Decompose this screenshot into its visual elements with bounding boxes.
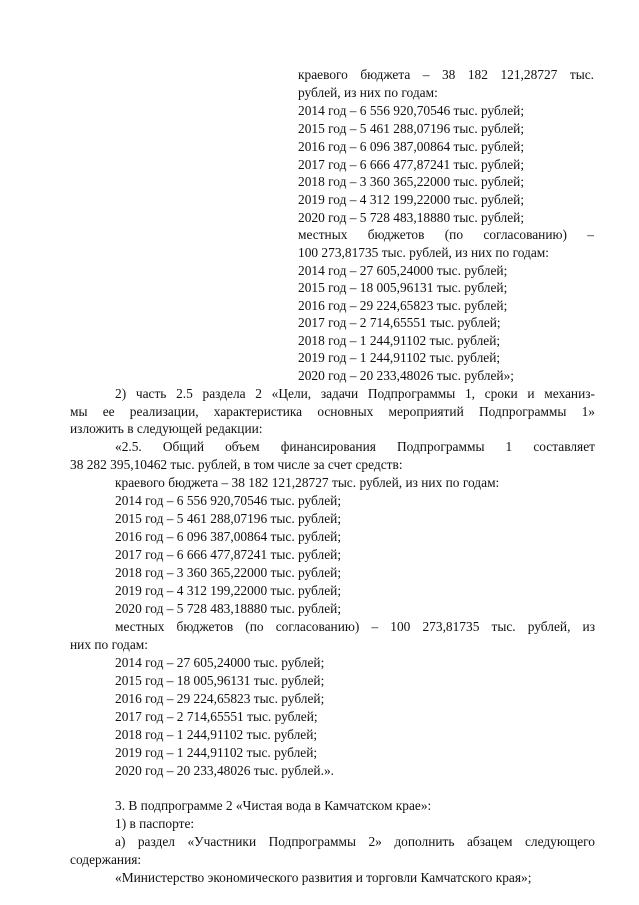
text-line: местных бюджетов (по согласованию) – [298, 227, 594, 242]
text-line: 2016 год – 6 096 387,00864 тыс. рублей; [115, 529, 342, 544]
text-line: «Министерство экономического развития и торговли Камчатского края»; [115, 870, 532, 885]
text-line: 2014 год – 6 556 920,70546 тыс. рублей; [298, 103, 525, 118]
text-line: 2014 год – 27 605,24000 тыс. рублей; [298, 263, 508, 278]
text-line: 100 273,81735 тыс. рублей, из них по годам: [298, 245, 549, 260]
text-line: 2018 год – 3 360 365,22000 тыс. рублей; [298, 174, 525, 189]
text-line: 2015 год – 5 461 288,07196 тыс. рублей; [298, 121, 525, 136]
text-line: 2015 год – 5 461 288,07196 тыс. рублей; [115, 511, 342, 526]
text-line: 2018 год – 1 244,91102 тыс. рублей; [115, 727, 318, 742]
text-line: 2017 год – 2 714,65551 тыс. рублей; [115, 709, 318, 724]
text-line: 2018 год – 3 360 365,22000 тыс. рублей; [115, 565, 342, 580]
text-line: 2020 год – 5 728 483,18880 тыс. рублей; [298, 210, 525, 225]
text-line: 2019 год – 1 244,91102 тыс. рублей; [298, 350, 501, 365]
text-line: местных бюджетов (по согласованию) – 100 273,81735 тыс. рублей, из [115, 619, 595, 634]
text-line: 2015 год – 18 005,96131 тыс. рублей; [298, 280, 508, 295]
text-line: 2017 год – 2 714,65551 тыс. рублей; [298, 315, 501, 330]
text-line: 2019 год – 4 312 199,22000 тыс. рублей; [115, 583, 342, 598]
text-line: краевого бюджета – 38 182 121,28727 тыс. [298, 67, 594, 82]
text-line: мы ее реализации, характеристика основных мероприятий Подпрограммы 1» [70, 404, 595, 419]
text-line: 2016 год – 6 096 387,00864 тыс. рублей; [298, 139, 525, 154]
text-line: 2016 год – 29 224,65823 тыс. рублей; [115, 691, 325, 706]
text-line: 38 282 395,10462 тыс. рублей, в том числе за счет средств: [70, 457, 403, 472]
text-line: изложить в следующей редакции: [70, 421, 263, 436]
text-line: 2014 год – 6 556 920,70546 тыс. рублей; [115, 493, 342, 508]
text-line: краевого бюджета – 38 182 121,28727 тыс. рублей, из них по годам: [115, 475, 500, 490]
text-line: 2016 год – 29 224,65823 тыс. рублей; [298, 298, 508, 313]
text-line: 2020 год – 20 233,48026 тыс. рублей»; [298, 368, 515, 383]
text-line: 2) часть 2.5 раздела 2 «Цели, задачи Подпрограммы 1, сроки и механиз- [115, 386, 595, 401]
text-line: 2019 год – 4 312 199,22000 тыс. рублей; [298, 192, 525, 207]
text-line: 2014 год – 27 605,24000 тыс. рублей; [115, 655, 325, 670]
text-line: содержания: [70, 852, 142, 867]
text-line: 2019 год – 1 244,91102 тыс. рублей; [115, 745, 318, 760]
text-line: 3. В подпрограмме 2 «Чистая вода в Камчатском крае»: [115, 798, 432, 813]
text-line: рублей, из них по годам: [298, 85, 438, 100]
text-line: 2020 год – 5 728 483,18880 тыс. рублей; [115, 601, 342, 616]
text-line: а) раздел «Участники Подпрограммы 2» дополнить абзацем следующего [115, 834, 595, 849]
text-line: 2020 год – 20 233,48026 тыс. рублей.». [115, 763, 334, 778]
text-line: 2018 год – 1 244,91102 тыс. рублей; [298, 333, 501, 348]
text-line: «2.5. Общий объем финансирования Подпрограммы 1 составляет [115, 439, 595, 454]
text-line: 1) в паспорте: [115, 816, 195, 831]
text-line: 2015 год – 18 005,96131 тыс. рублей; [115, 673, 325, 688]
text-line: них по годам: [70, 637, 149, 652]
text-line: 2017 год – 6 666 477,87241 тыс. рублей; [115, 547, 342, 562]
text-line: 2017 год – 6 666 477,87241 тыс. рублей; [298, 157, 525, 172]
